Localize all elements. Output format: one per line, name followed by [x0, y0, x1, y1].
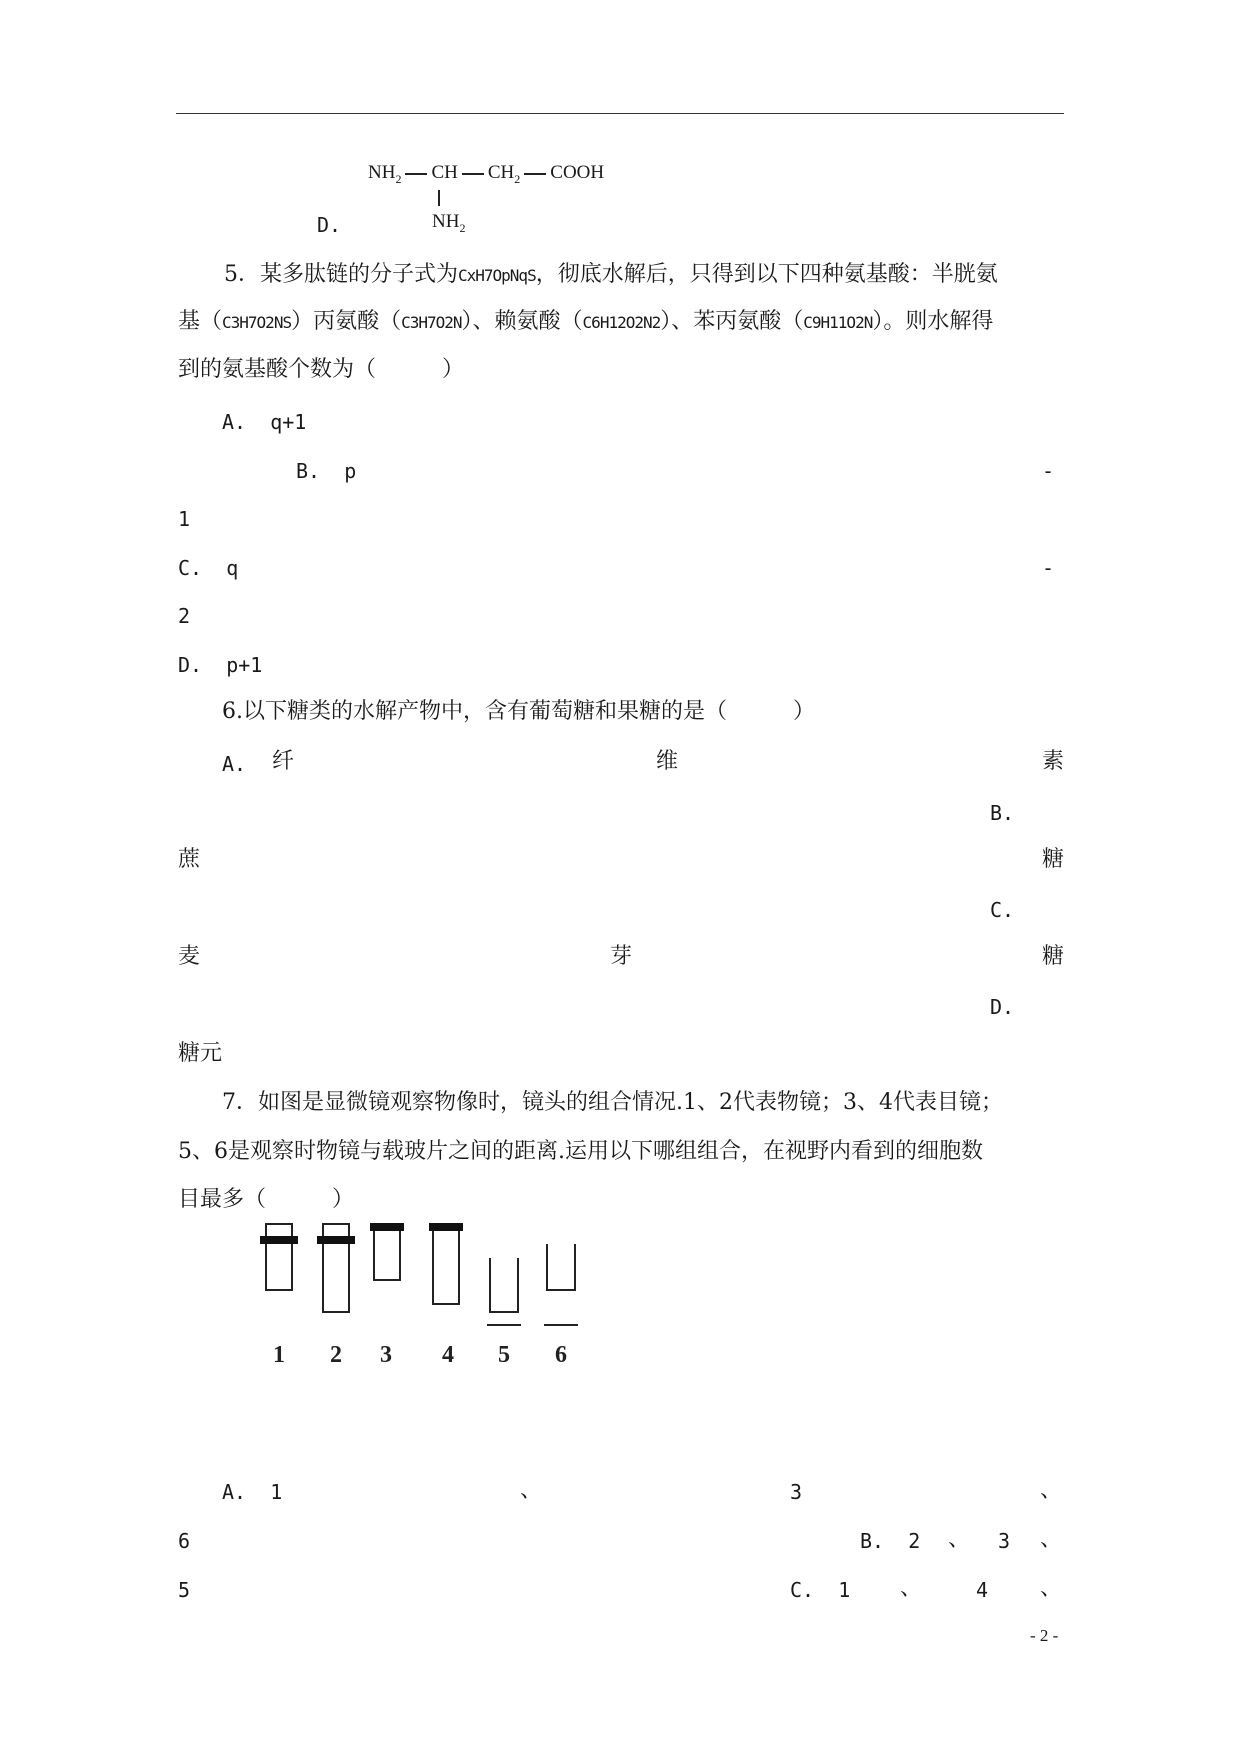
q7-option-b: B. 2 — [860, 1529, 921, 1553]
header-rule — [176, 113, 1064, 114]
q5-line1: 5．某多肽链的分子式为CxH7OpNqS，彻底水解后，只得到以下四种氨基酸：半胱氨 — [224, 262, 998, 287]
figure-label-1: 1 — [273, 1342, 285, 1368]
q5-option-b: B. p — [296, 459, 357, 483]
formula-cooh: COOH — [550, 162, 605, 183]
q7-option-b-2: 3 — [998, 1529, 1011, 1553]
q6-option-b-label: B. — [990, 801, 1015, 825]
q6-option-b-c2: 糖 — [1042, 847, 1065, 872]
q7-option-a-cont: 6 — [178, 1529, 191, 1553]
q5-option-c-cont: 2 — [178, 604, 191, 628]
lens-figure — [250, 1220, 600, 1380]
eyepiece-lens-4 — [429, 1223, 463, 1304]
q7-option-c-sep2: 、 — [1040, 1576, 1063, 1601]
q7-line2: 5、6是观察时物镜与载玻片之间的距离.运用以下哪组组合，在视野内看到的细胞数 — [178, 1139, 983, 1164]
q7-option-a-sep2: 、 — [1040, 1478, 1063, 1503]
q5-line2: 基（C3H7O2NS）丙氨酸（C3H7O2N）、赖氨酸（C6H12O2N2）、苯丙氨酸（C9H11O2N）。则水解得 — [178, 309, 994, 334]
q6-option-a-label: A. — [222, 752, 247, 776]
option-d-label: D. — [317, 213, 342, 237]
formula-nh2-bottom: $NH_2$ — [432, 211, 466, 235]
q6-option-c-c1: 麦 — [178, 944, 201, 969]
figure-label-5: 5 — [498, 1342, 510, 1368]
q5-option-b-dash: - — [1042, 459, 1055, 483]
q7-option-a-label: A. 1 — [222, 1480, 283, 1504]
q5-formula: CxH7OpNqS — [458, 266, 536, 285]
formula-vertical-bond — [438, 190, 440, 206]
q7-option-c-sep1: 、 — [900, 1576, 923, 1601]
q5-option-b-cont: 1 — [178, 507, 191, 531]
q7-option-c-2: 4 — [976, 1578, 989, 1602]
formula-ch: CH — [431, 162, 458, 183]
q6-option-b-c1: 蔗 — [178, 847, 201, 872]
q6-option-c-label: C. — [990, 898, 1015, 922]
q5-option-c-dash: - — [1042, 556, 1055, 580]
q7-option-c: C. 1 — [790, 1578, 851, 1602]
objective-lens-1 — [260, 1224, 298, 1290]
figure-label-3: 3 — [380, 1342, 392, 1368]
q5-option-c: C. q — [178, 556, 239, 580]
objective-lens-2 — [317, 1224, 355, 1312]
q6-stem: 6.以下糖类的水解产物中，含有葡萄糖和果糖的是（ ） — [222, 699, 815, 724]
q5-option-a: A. q+1 — [222, 410, 307, 434]
q6-option-a-c1: 纤 — [272, 749, 295, 774]
q6-option-a-c2: 维 — [656, 749, 679, 774]
q7-line3: 目最多（ ） — [178, 1187, 355, 1212]
q7-option-a-sep1: 、 — [520, 1478, 543, 1503]
q5-line3: 到的氨基酸个数为（ ） — [178, 357, 465, 382]
q6-option-d-text: 糖元 — [178, 1041, 223, 1066]
q6-option-d-label: D. — [990, 995, 1015, 1019]
q6-option-c-c2: 芽 — [610, 944, 633, 969]
q5-option-d: D. p+1 — [178, 653, 263, 677]
figure-label-6: 6 — [555, 1342, 567, 1368]
page-number: - 2 - — [1030, 1626, 1059, 1645]
q7-option-b-sep2: 、 — [1040, 1527, 1063, 1552]
formula-ch2: $CH_2$ — [487, 162, 521, 186]
q6-option-c-c3: 糖 — [1042, 944, 1065, 969]
formula-nh2-left: $NH_2$ — [368, 162, 402, 186]
q7-option-a-2: 3 — [790, 1480, 803, 1504]
structural-formula — [368, 162, 604, 184]
q7-option-b-cont: 5 — [178, 1578, 191, 1602]
q7-line1: 7．如图是显微镜观察物像时，镜头的组合情况.1、2代表物镜；3、4代表目镜； — [222, 1090, 1003, 1115]
figure-label-4: 4 — [442, 1342, 454, 1368]
q6-option-a-c3: 素 — [1042, 749, 1065, 774]
q7-option-b-sep1: 、 — [948, 1527, 971, 1552]
eyepiece-lens-3 — [370, 1223, 404, 1280]
distance-6 — [544, 1244, 578, 1325]
figure-label-2: 2 — [330, 1342, 342, 1368]
distance-5 — [487, 1258, 521, 1325]
